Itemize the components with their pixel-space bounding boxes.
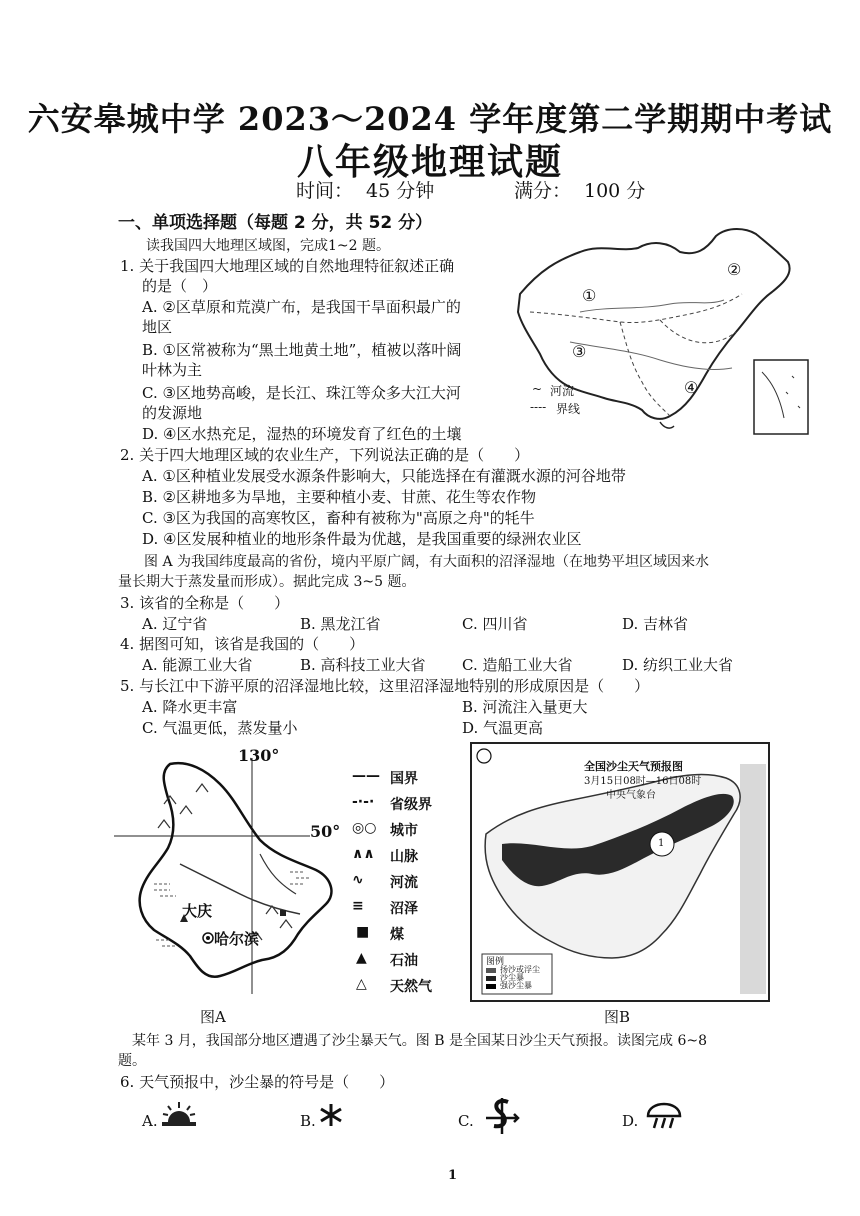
passage-a-line1: 图 A 为我国纬度最高的省份，境内平原广阔，有大面积的沼泽湿地（在地势平坦区域因来水: [144, 554, 710, 570]
q4-option-a[interactable]: A. 能源工业大省: [142, 656, 253, 674]
right-noise-strip: [740, 764, 766, 994]
q1-option-b-line1[interactable]: B. ①区常被称为“黑土地黄土地”，植被以落叶阔: [142, 341, 462, 359]
q2-option-a[interactable]: A. ①区种植业发展受水源条件影响大，只能选择在有灌溉水源的河谷地带: [142, 467, 626, 485]
exam-title: 六安皋城中学 2023～2024 学年度第二学期期中考试: [27, 100, 833, 138]
snowflake-icon[interactable]: [318, 1102, 344, 1128]
q6-option-c-label[interactable]: C.: [458, 1112, 474, 1130]
legend-provincial-border: 省级界: [390, 797, 432, 813]
legend-river: 河流: [390, 875, 418, 891]
region-2-label: ②: [727, 260, 742, 279]
q2-stem: 2. 关于四大地理区域的农业生产，下列说法正确的是（ ）: [120, 446, 530, 464]
legend-provincial-border-symbol: -·-·: [352, 794, 375, 810]
longitude-label: 130°: [238, 746, 280, 765]
city-daqing: 大庆: [182, 902, 213, 920]
q2-option-c[interactable]: C. ③区为我国的高寒牧区，畜种有被称为"高原之舟"的牦牛: [142, 509, 535, 527]
legend-river-label: 河流: [550, 384, 575, 398]
q1-option-c-line1[interactable]: C. ③区地势高峻，是长江、珠江等众多大江大河: [142, 384, 461, 402]
legend-coal-symbol: ■: [356, 924, 370, 940]
inset-islands: [762, 372, 800, 418]
region-4-label: ④: [684, 378, 699, 397]
map-b-title: 全国沙尘天气预报图: [584, 760, 683, 773]
legend-swatch-1: [486, 968, 496, 973]
q3-option-d[interactable]: D. 吉林省: [622, 615, 689, 633]
latitude-label: 50°: [310, 822, 341, 841]
map-b-agency: 中央气象台: [606, 790, 656, 801]
score-value: 100 分: [584, 180, 646, 202]
q6-option-d-label[interactable]: D.: [622, 1112, 639, 1130]
q1-option-c-line2: 的发源地: [142, 404, 203, 422]
legend-oil: 石油: [390, 953, 418, 969]
q2-option-d[interactable]: D. ④区发展种植业的地形条件最为优越，是我国重要的绿洲农业区: [142, 530, 582, 548]
map-b-legend-1: 扬沙或浮尘: [500, 965, 540, 974]
q1-option-a-line1[interactable]: A. ②区草原和荒漠广布，是我国干旱面积最广的: [142, 298, 461, 316]
q1-option-b-line2: 叶林为主: [142, 361, 203, 379]
q6-option-b-label[interactable]: B.: [300, 1112, 316, 1130]
q3-option-b[interactable]: B. 黑龙江省: [300, 615, 381, 633]
yangtze-river: [570, 342, 732, 370]
legend-city-symbol: ◎○: [352, 820, 377, 836]
section-intro: 读我国四大地理区域图，完成1~2 题。: [146, 238, 390, 254]
map-b-legend-title: 图例: [486, 957, 505, 967]
map-b-legend-3: 强沙尘暴: [500, 981, 532, 990]
q2-option-b[interactable]: B. ②区耕地多为旱地，主要种植小麦、甘蔗、花生等农作物: [142, 488, 537, 506]
time-label: 时间：: [296, 180, 354, 202]
legend-boundary-label: 界线: [556, 402, 581, 416]
score-label: 满分：: [514, 180, 572, 202]
section-heading: 一、单项选择题（每题 2 分，共 52 分）: [118, 213, 433, 233]
q5-option-d[interactable]: D. 气温更高: [462, 719, 544, 737]
q5-stem: 5. 与长江中下游平原的沼泽湿地比较，这里沼泽湿地特别的形成原因是（ ）: [120, 677, 650, 695]
region-3-label: ③: [572, 342, 587, 361]
exam-subtitle: 八年级地理试题: [296, 141, 563, 183]
mountain-symbols: [158, 784, 292, 940]
map-b-caption: 图B: [604, 1008, 631, 1026]
passage-b-line1: 某年 3 月，我国部分地区遭遇了沙尘暴天气。图 B 是全国某日沙尘天气预报。读图完成 6~8: [132, 1033, 707, 1049]
q5-option-b[interactable]: B. 河流注入量更大: [462, 698, 588, 716]
legend-coal: 煤: [390, 927, 404, 943]
q6-option-a-label[interactable]: A.: [142, 1112, 158, 1130]
legend-national-border-symbol: ——: [352, 768, 380, 784]
legend-mountain: 山脉: [390, 849, 418, 865]
legend-national-border: 国界: [390, 771, 418, 787]
region-boundary-south: [660, 320, 736, 343]
coal-marker: [280, 910, 286, 916]
legend-swatch-2: [486, 976, 496, 981]
map-b-emblem: [477, 749, 491, 763]
q1-option-d[interactable]: D. ④区水热充足，湿热的环境发育了红色的土壤: [142, 425, 462, 443]
legend-mountain-symbol: ∧∧: [352, 846, 375, 862]
q3-option-c[interactable]: C. 四川省: [462, 615, 528, 633]
q4-option-c[interactable]: C. 造船工业大省: [462, 656, 573, 674]
legend-city: 城市: [390, 823, 418, 839]
legend-gas: 天然气: [390, 979, 432, 995]
thunderstorm-rain-icon[interactable]: [644, 1100, 684, 1132]
q3-stem: 3. 该省的全称是（ ）: [120, 594, 290, 612]
q6-stem: 6. 天气预报中，沙尘暴的符号是（ ）: [120, 1073, 395, 1091]
q1-option-a-line2: 地区: [142, 318, 173, 336]
q3-option-a[interactable]: A. 辽宁省: [142, 615, 208, 633]
q1-stem-line2: 的是（ ）: [142, 277, 218, 295]
legend-gas-symbol: △: [356, 976, 367, 992]
harbin-city-dot: [206, 936, 210, 940]
passage-a-line2: 量长期大于蒸发量而形成）。据此完成 3~5 题。: [118, 574, 416, 590]
sunny-dust-icon[interactable]: [160, 1100, 198, 1128]
q4-option-b[interactable]: B. 高科技工业大省: [300, 656, 426, 674]
page-number: 1: [448, 1168, 458, 1183]
map-b: [470, 742, 770, 1002]
region-1-label: ①: [582, 286, 597, 305]
legend-oil-symbol: ▲: [356, 950, 367, 966]
region-boundary-west: [620, 322, 670, 416]
hainan-island: [660, 422, 674, 428]
q5-option-c[interactable]: C. 气温更低，蒸发量小: [142, 719, 298, 737]
passage-b-line2: 题。: [118, 1053, 146, 1069]
time-value: 45 分钟: [366, 180, 435, 202]
q1-stem-line1: 1. 关于我国四大地理区域的自然地理特征叙述正确: [120, 257, 455, 275]
q5-option-a[interactable]: A. 降水更丰富: [142, 698, 238, 716]
q4-option-d[interactable]: D. 纺织工业大省: [622, 656, 734, 674]
china-regions-map: [510, 222, 812, 440]
yellow-river: [580, 300, 724, 312]
map-b-legend-2: 沙尘暴: [500, 973, 524, 982]
legend-marsh: 沼泽: [390, 901, 418, 917]
q4-stem: 4. 据图可知，该省是我国的（ ）: [120, 635, 365, 653]
city-harbin: 哈尔滨: [214, 930, 260, 948]
map-b-marker-label: 1: [658, 838, 665, 849]
legend-boundary-line: ----: [530, 400, 547, 414]
legend-marsh-symbol: ≡: [352, 898, 364, 914]
region-boundary-north: [530, 294, 742, 323]
legend-swatch-3: [486, 984, 496, 989]
legend-river-line: ~: [532, 382, 543, 396]
sandstorm-icon[interactable]: [484, 1096, 520, 1136]
legend-river-symbol: ∿: [352, 872, 364, 888]
map-a-drawing: [110, 744, 350, 1004]
map-a: [110, 744, 350, 1004]
south-china-sea-inset: [754, 360, 808, 434]
map-b-time: 3月15日08时—16日08时: [584, 776, 702, 787]
map-a-caption: 图A: [200, 1008, 226, 1026]
